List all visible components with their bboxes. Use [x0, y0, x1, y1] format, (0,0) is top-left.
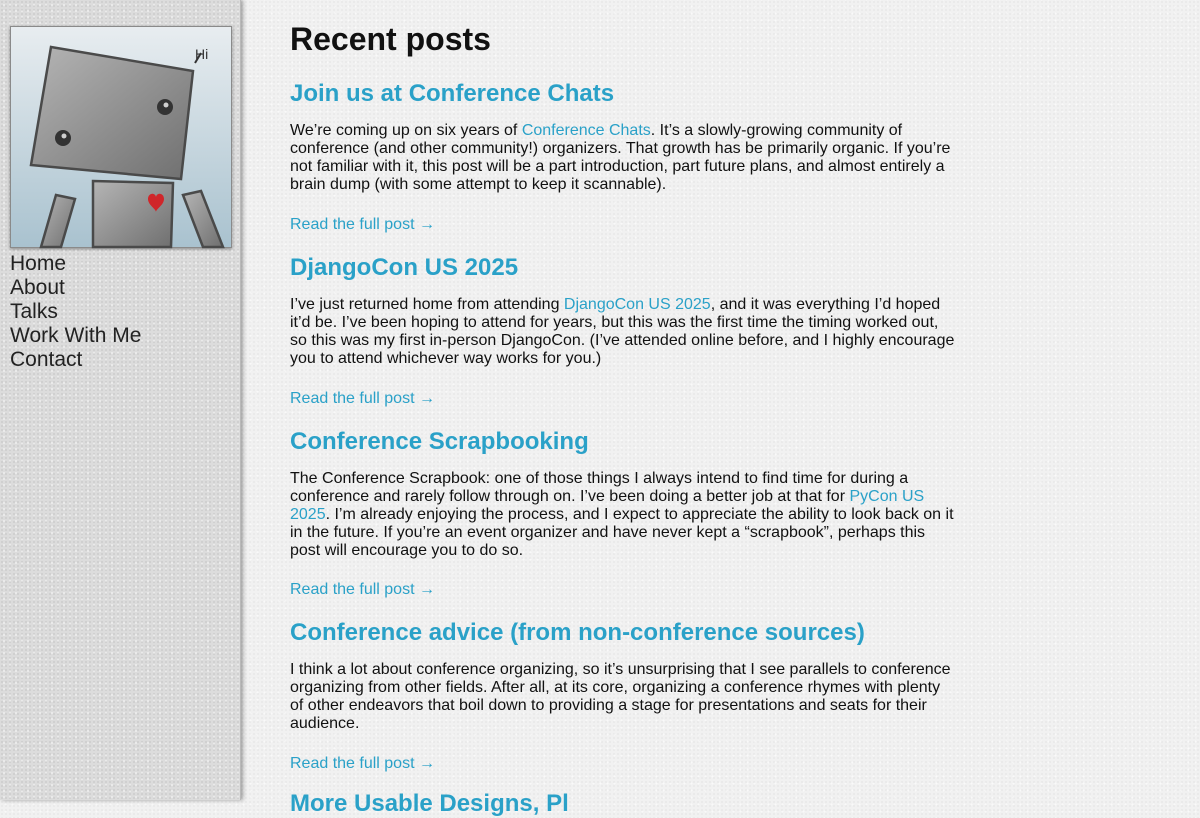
excerpt-text: I think a lot about conference organizing, so it’s unsurprising that I see parallels to conference organizing from other fields. After all, at its core, organizing a conference rhymes with plenty of other endeavors that boil down to providing a stage for presentations and seats for their audience. [290, 661, 951, 732]
excerpt-link[interactable]: DjangoCon US 2025 [563, 296, 711, 313]
page-title: Recent posts [290, 21, 491, 57]
sidebar [0, 0, 241, 800]
post-excerpt [290, 470, 955, 560]
post-title[interactable]: DjangoCon US 2025 [290, 254, 519, 281]
read-more-link[interactable]: Read the full post → [290, 755, 435, 772]
excerpt-text: , and it was everything I’d hoped it’d be. I’ve been hoping to attend for years, but this was the first time the timing worked out, so this was my first in-person DjangoCon. (I’ve attended online before, and I highly encourage you to attend whichever way works for you.) [290, 296, 955, 367]
excerpt-text: . I’m already enjoying the process, and I expect to appreciate the ability to look back on it in the future. If you’re an event organizer and have never kept a “scrapbook”, perhaps this post will encourage you to do so. [290, 506, 954, 559]
read-more-link[interactable]: Read the full post → [290, 216, 435, 233]
excerpt-text: The Conference Scrapbook: one of those things I always intend to find time for during a conference and rarely follow through on. I’ve been doing a better job at that for [290, 470, 909, 505]
post-excerpt [290, 661, 955, 733]
post-title[interactable]: Conference Scrapbooking [290, 428, 589, 455]
nav-item-about[interactable]: About [10, 276, 65, 299]
post-title[interactable]: Conference advice (from non-conference sources) [290, 619, 865, 646]
post-item [290, 790, 955, 818]
robot-illustration [11, 27, 231, 247]
avatar[interactable] [10, 26, 232, 248]
post-excerpt [290, 296, 955, 368]
excerpt-link[interactable]: PyCon US 2025 [290, 488, 925, 523]
speech-text: Hi [195, 46, 209, 62]
read-more-link[interactable]: Read the full post → [290, 581, 435, 598]
post-excerpt [290, 122, 955, 194]
read-more-link[interactable]: Read the full post → [290, 390, 435, 407]
excerpt-text: . It’s a slowly-growing community of conference (and other community!) organizers. That growth has be primarily organic. If you’re not familiar with it, this post will be a part introduction, part future plans, and almost entirely a brain dump (with some attempt to keep it scannable). [290, 122, 951, 193]
post-title[interactable]: More Usable Designs, Pl [290, 790, 569, 817]
post-item [290, 80, 955, 233]
excerpt-text: We’re coming up on six years of [290, 122, 522, 139]
excerpt-link[interactable]: Conference Chats [521, 122, 651, 139]
nav-item-talks[interactable]: Talks [10, 300, 58, 323]
excerpt-text: I’ve just returned home from attending [290, 296, 564, 313]
post-item [290, 428, 955, 598]
nav-item-home[interactable]: Home [10, 252, 67, 275]
main-nav [10, 252, 141, 372]
post-title[interactable]: Join us at Conference Chats [290, 80, 615, 107]
post-item [290, 619, 955, 772]
nav-item-contact[interactable]: Contact [10, 348, 83, 371]
nav-item-work-with-me[interactable]: Work With Me [10, 324, 142, 347]
post-item [290, 254, 955, 407]
